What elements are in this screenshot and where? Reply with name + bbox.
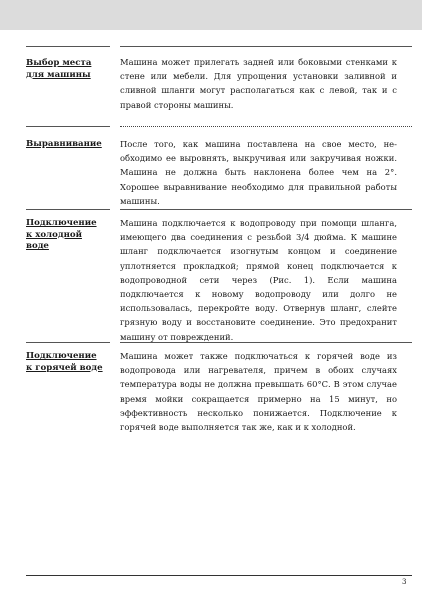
footer-rule — [26, 575, 412, 576]
section-text: Машина может прилегать задней или боковыми стенками к стене или мебели. Для упрощения установки заливной и сливной шланги могут располагаться как с левой, так и с правой стороны машины. — [120, 57, 397, 110]
header-band — [0, 0, 422, 30]
section-heading: Подключение к горячей воде — [26, 351, 103, 373]
section-divider — [120, 126, 412, 127]
section-heading: Подключение к холодной воде — [26, 218, 97, 252]
section-text: Машина подключается к водопроводу при помощи шланга, имеющего два соединения с резьбой 3/4 дюйма. К машине шланг подключается изогнутым концом и соединение уплотняется прокладкой; прямой конец подключается к водопроводной сети через (Рис. 1). Если машина подключается к новому водопроводу или долго не использовалась, перекройте воду. Отвернув шланг, слейте грязную воду и восстановите соединение. Это предохранит машину от повреждений. — [120, 218, 397, 342]
section-divider — [26, 342, 110, 343]
section-divider — [26, 209, 110, 210]
page-number: 3 — [402, 578, 407, 586]
section-text: После того, как машина поставлена на свое место, необходимо ее выровнять, выкручивая или закручивая ножки. Машина не должна быть наклонена более чем на 2°. Хорошее выравнивание необходимо для правильной работы машины. — [120, 139, 397, 206]
section-divider — [26, 126, 110, 127]
section-divider — [120, 209, 412, 210]
section-divider — [120, 342, 412, 343]
section-text: Машина может также подключаться к горячей воде из водопровода или нагревателя, причем в обоих случаях температура воды не должна превышать 60°С. В этом случае время мойки сокращается примерно на 15 минут, но эффективность несколько понижается. Подключение к горячей воде выполняется так же, как и к холодной. — [120, 351, 397, 433]
section-divider — [26, 46, 110, 47]
section-heading: Выбор места для машины — [26, 58, 92, 80]
section-divider — [120, 46, 412, 47]
section-heading: Выравнивание — [26, 139, 102, 149]
